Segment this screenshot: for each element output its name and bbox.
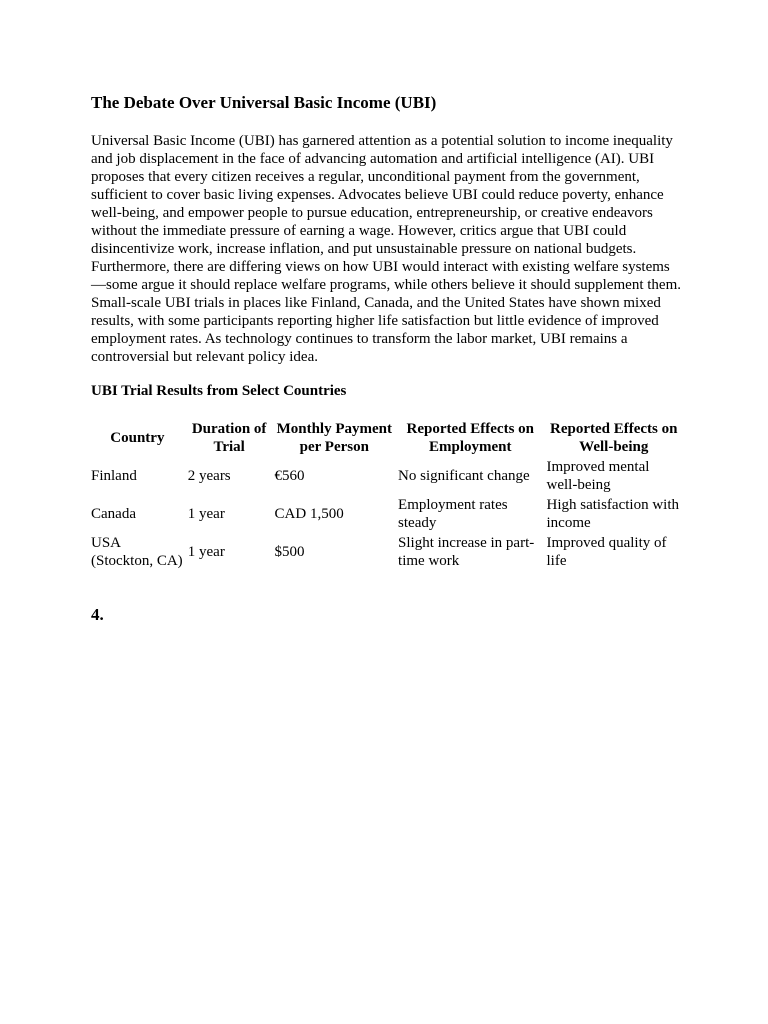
cell-duration: 1 year [187, 506, 225, 522]
document-title: The Debate Over Universal Basic Income (UBI) [91, 93, 437, 112]
table-header-row [89, 419, 683, 457]
header-employment-effects: Reported Effects on Employment [406, 421, 535, 455]
cell-payment: €560 [274, 468, 305, 484]
cell-country: Canada [91, 506, 136, 522]
cell-payment: $500 [274, 544, 305, 560]
cell-wellbeing: Improved mental well-being [546, 459, 650, 493]
document-content [91, 93, 683, 625]
table-row [89, 457, 683, 495]
cell-wellbeing: Improved quality of life [546, 535, 667, 569]
header-country: Country [110, 430, 165, 446]
table-row [89, 533, 683, 571]
cell-employment: Employment rates steady [398, 497, 508, 531]
table-row [89, 495, 683, 533]
cell-country: Finland [91, 468, 137, 484]
cell-payment: CAD 1,500 [274, 506, 344, 522]
cell-wellbeing: High satisfaction with income [546, 497, 679, 531]
cell-employment: No significant change [398, 468, 530, 484]
cell-duration: 1 year [187, 544, 225, 560]
cell-duration: 2 years [187, 468, 231, 484]
ubi-results-table [89, 419, 683, 571]
header-duration: Duration of Trial [191, 421, 267, 455]
header-wellbeing-effects: Reported Effects on Well-being [550, 421, 678, 455]
body-paragraph: Universal Basic Income (UBI) has garnered attention as a potential solution to income inequality and job displacement in the face of advancing automation and artificial intelligence (AI). UBI proposes that every citizen receives a regular, unconditional payment from the government, sufficient to cover basic living expenses. Advocates believe UBI could reduce poverty, enhance well-being, and empower people to pursue education, entrepreneurship, or creative endeavors without the immediate pressure of earning a wage. However, critics argue that UBI could disincentivize work, increase inflation, and put unsustainable pressure on national budgets. Furthermore, there are differing views on how UBI would interact with existing welfare systems—some argue it should replace welfare programs, while others believe it should supplement them. Small-scale UBI trials in places like Finland, Canada, and the United States have shown mixed results, with some participants reporting higher life satisfaction but little evidence of improved employment rates. As technology continues to transform the labor market, UBI remains a controversial but relevant policy idea. [91, 133, 681, 365]
cell-employment: Slight increase in part-time work [398, 535, 535, 569]
table-heading: UBI Trial Results from Select Countries [91, 383, 347, 399]
cell-country: USA (Stockton, CA) [91, 535, 183, 569]
section-number: 4. [91, 605, 104, 624]
header-monthly-payment: Monthly Payment per Person [276, 421, 392, 455]
